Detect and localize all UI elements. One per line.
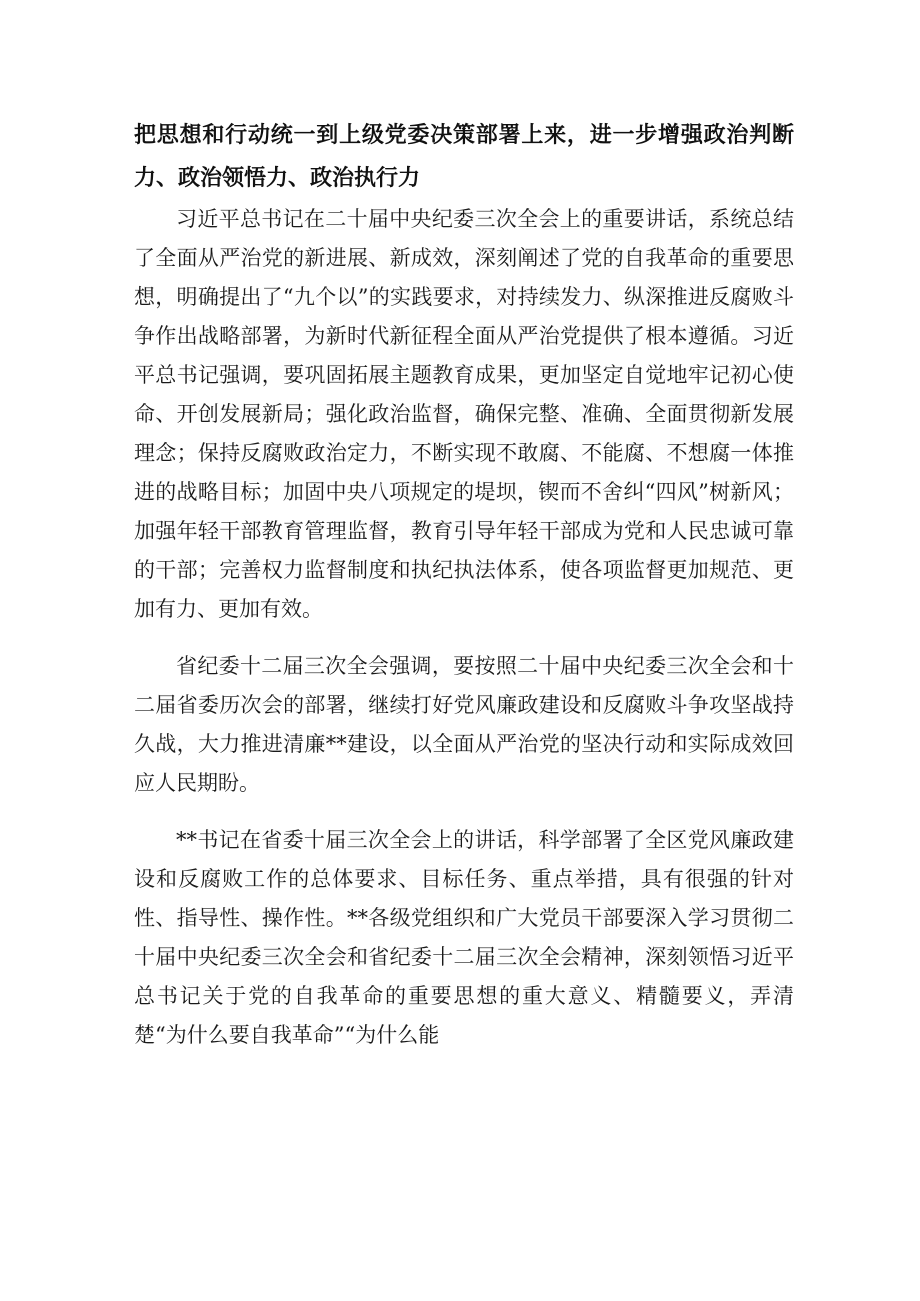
paragraph-2: 省纪委十二届三次全会强调，要按照二十届中央纪委三次全会和十二届省委历次会的部署，继续打好党风廉政建设和反腐败斗争攻坚战持久战，大力推进清廉**建设，以全面从严治党的坚决行动和实际成效回应人民期盼。 — [134, 654, 794, 795]
document-body — [134, 114, 794, 1055]
section-heading: 把思想和行动统一到上级党委决策部署上来，进一步增强政治判断力、政治领悟力、政治执行力 — [134, 123, 794, 191]
paragraph-1: 习近平总书记在二十届中央纪委三次全会上的重要讲话，系统总结了全面从严治党的新进展、新成效，深刻阐述了党的自我革命的重要思想，明确提出了“九个以”的实践要求，对持续发力、纵深推进反腐败斗争作出战略部署，为新时代新征程全面从严治党提供了根本遵循。习近平总书记强调，要巩固拓展主题教育成果，更加坚定自觉地牢记初心使命、开创发展新局；强化政治监督，确保完整、准确、全面贯彻新发展理念；保持反腐败政治定力，不断实现不敢腐、不能腐、不想腐一体推进的战略目标；加固中央八项规定的堤坝，锲而不舍纠“四风”树新风；加强年轻干部教育管理监督，教育引导年轻干部成为党和人民忠诚可靠的干部；完善权力监督制度和执纪执法体系，使各项监督更加规范、更加有力、更加有效。 — [134, 207, 794, 621]
paragraph-3: **书记在省委十届三次全会上的讲话，科学部署了全区党风廉政建设和反腐败工作的总体要求、目标任务、重点举措，具有很强的针对性、指导性、操作性。**各级党组织和广大党员干部要深入学习贯彻二十届中央纪委三次全会和省纪委十二届三次全会精神，深刻领悟习近平总书记关于党的自我革命的重要思想的重大意义、精髓要义，弄清楚“为什么要自我革命”“为什么能 — [134, 828, 794, 1047]
